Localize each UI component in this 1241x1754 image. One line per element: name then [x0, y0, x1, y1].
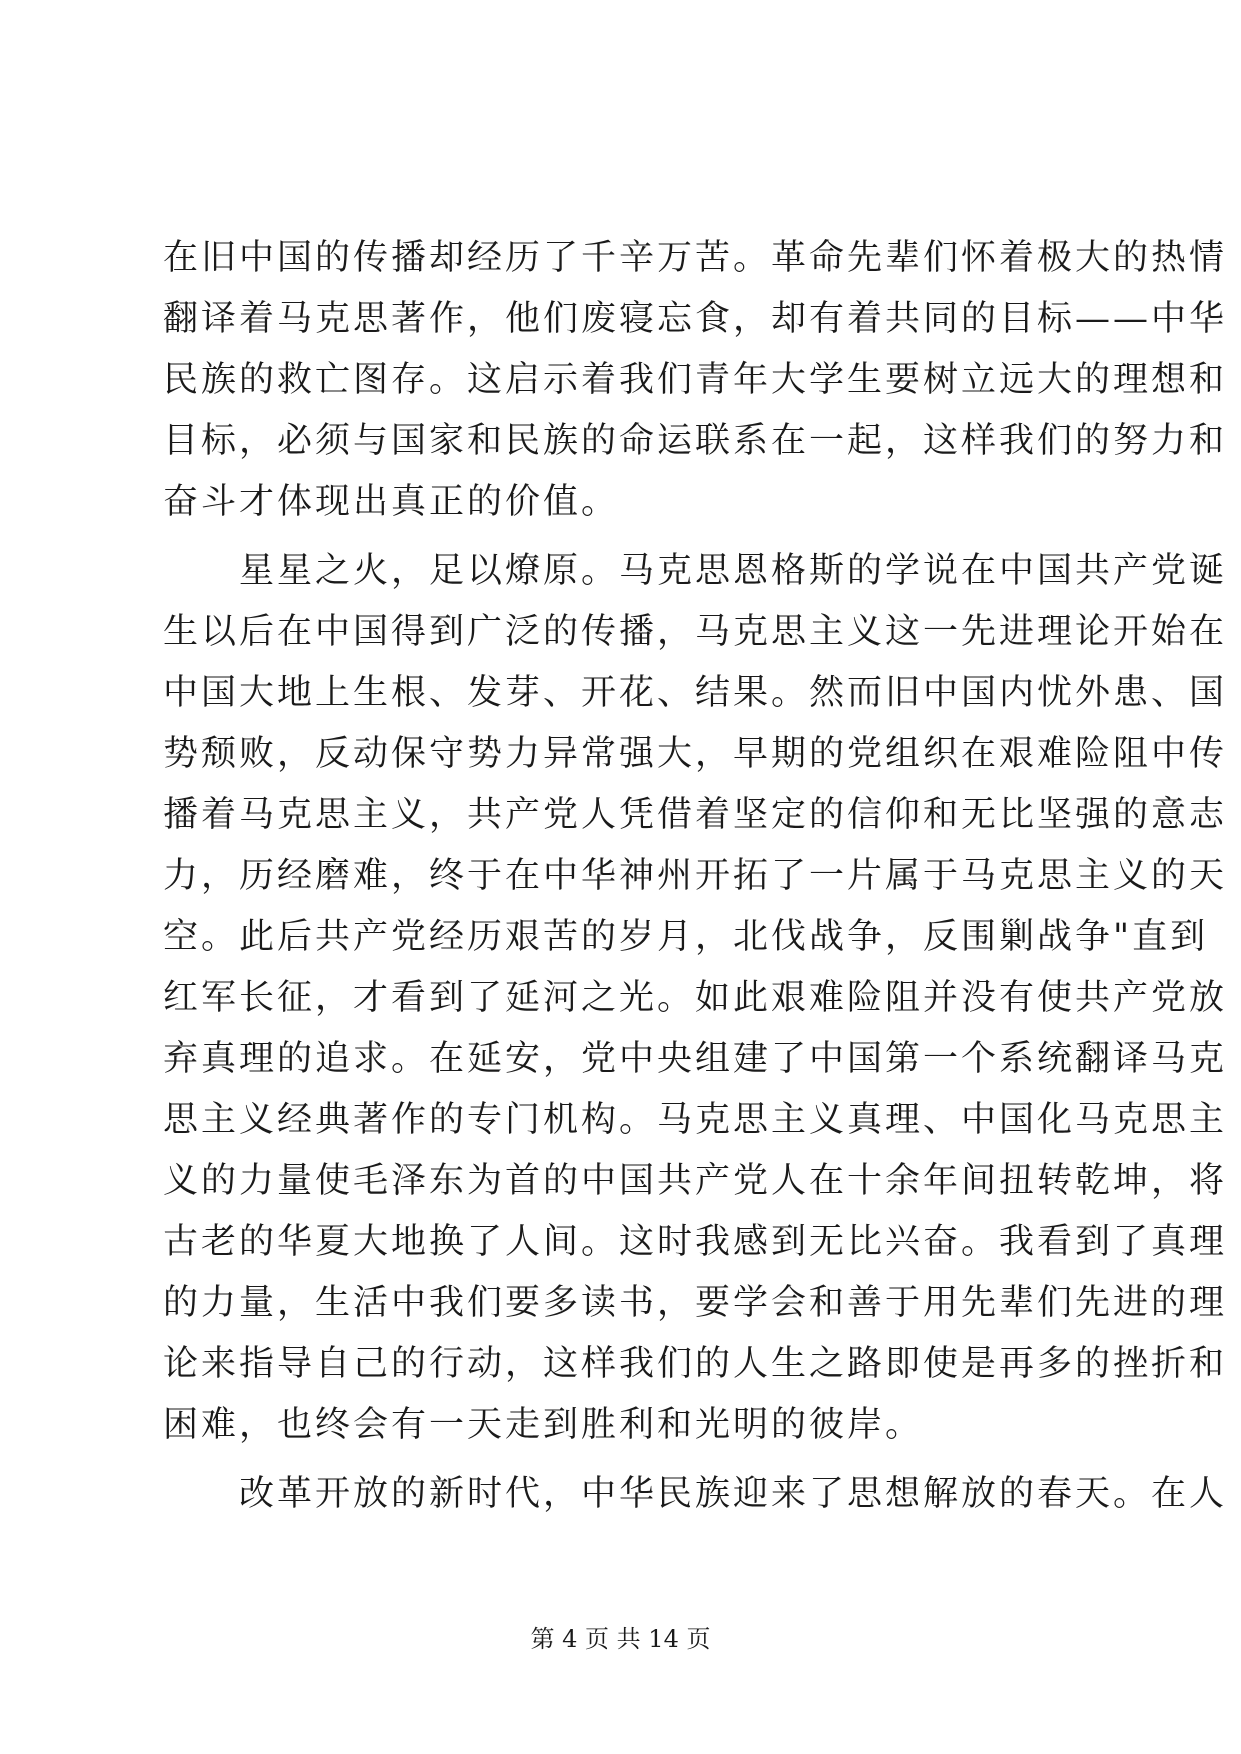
text-line: 空。此后共产党经历艰苦的岁月，北伐战争，反围剿战争"直到 — [163, 917, 1209, 957]
text-line: 改革开放的新时代，中华民族迎来了思想解放的春天。在人 — [239, 1474, 1228, 1514]
text-line: 力，历经磨难，终于在中华神州开拓了一片属于马克思主义的天 — [163, 856, 1228, 896]
text-line: 红军长征，才看到了延河之光。如此艰难险阻并没有使共产党放 — [163, 978, 1228, 1018]
paragraph — [163, 541, 1228, 1456]
body-text — [163, 228, 1228, 1525]
text-line: 势颓败，反动保守势力异常强大，早期的党组织在艰难险阻中传 — [163, 734, 1228, 774]
text-line: 古老的华夏大地换了人间。这时我感到无比兴奋。我看到了真理 — [163, 1222, 1228, 1262]
text-line: 的力量，生活中我们要多读书，要学会和善于用先辈们先进的理 — [163, 1283, 1228, 1323]
text-line: 生以后在中国得到广泛的传播，马克思主义这一先进理论开始在 — [163, 612, 1228, 652]
paragraph-gap — [163, 1456, 1077, 1464]
text-line: 义的力量使毛泽东为首的中国共产党人在十余年间扭转乾坤，将 — [163, 1161, 1228, 1201]
page-footer: 第 4 页 共 14 页 — [530, 1625, 711, 1653]
text-line: 在旧中国的传播却经历了千辛万苦。革命先辈们怀着极大的热情 — [163, 238, 1228, 278]
text-line: 思主义经典著作的专门机构。马克思主义真理、中国化马克思主 — [163, 1100, 1228, 1140]
text-line: 民族的救亡图存。这启示着我们青年大学生要树立远大的理想和 — [163, 360, 1228, 400]
text-line: 论来指导自己的行动，这样我们的人生之路即使是再多的挫折和 — [163, 1344, 1228, 1384]
text-line: 中国大地上生根、发芽、开花、结果。然而旧中国内忧外患、国 — [163, 673, 1228, 713]
paragraph — [163, 1464, 1228, 1525]
paragraph — [163, 228, 1228, 533]
text-line: 困难，也终会有一天走到胜利和光明的彼岸。 — [163, 1405, 924, 1445]
text-line: 星星之火，足以燎原。马克思恩格斯的学说在中国共产党诞 — [239, 551, 1228, 591]
paragraph-gap — [163, 533, 1077, 541]
text-line: 弃真理的追求。在延安，党中央组建了中国第一个系统翻译马克 — [163, 1039, 1228, 1079]
text-line: 目标，必须与国家和民族的命运联系在一起，这样我们的努力和 — [163, 421, 1228, 461]
text-line: 奋斗才体现出真正的价值。 — [163, 482, 620, 522]
text-line: 翻译着马克思著作，他们废寝忘食，却有着共同的目标——中华 — [163, 299, 1228, 339]
text-line: 播着马克思主义，共产党人凭借着坚定的信仰和无比坚强的意志 — [163, 795, 1228, 835]
